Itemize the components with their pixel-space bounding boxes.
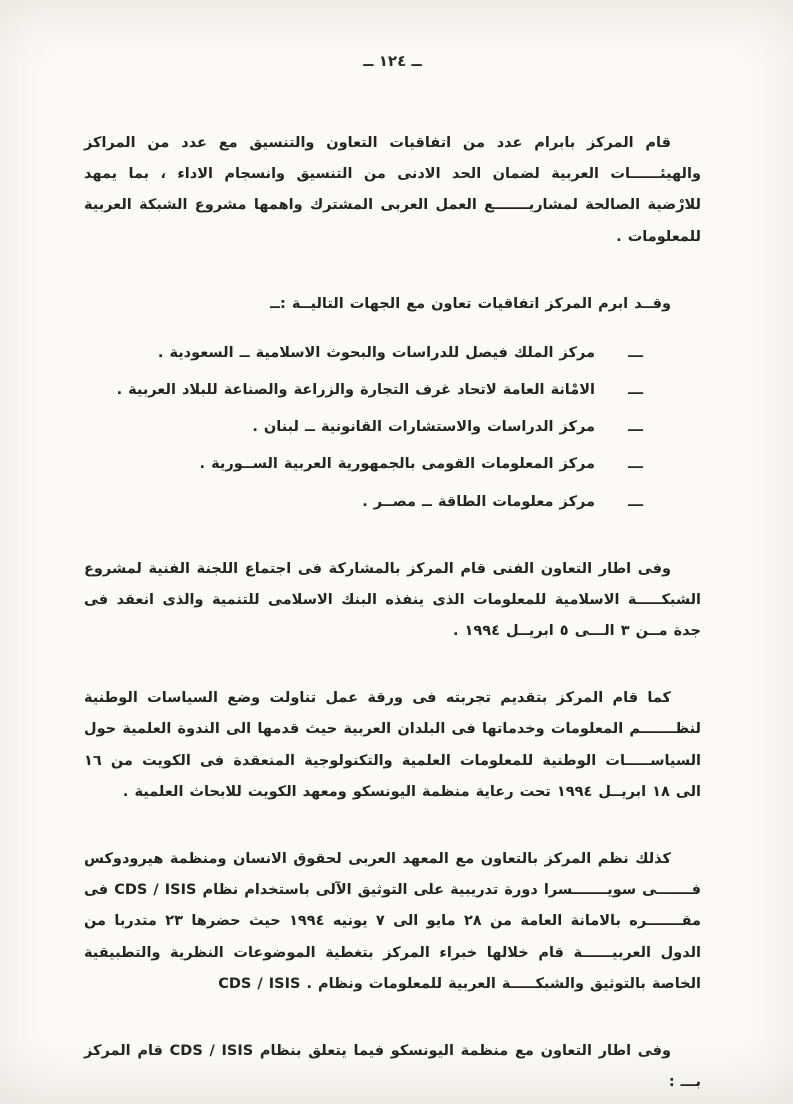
paragraph-agreements-lead: وقــد ابرم المركز اتفاقيات تعاون مع الجهات التاليــة :ــ bbox=[270, 295, 671, 312]
list-item-text: مركز الملك فيصل للدراسات والبحوث الاسلامية ــ السعودية . bbox=[157, 344, 595, 361]
dash-bullet-icon: ـــ bbox=[628, 344, 643, 361]
dash-bullet-icon: ـــ bbox=[628, 493, 643, 510]
list-item bbox=[84, 342, 643, 365]
paragraph-intro: قام المركز بابرام عدد من اتفاقيات التعاون والتنسيق مع عدد من المراكز والهيئــــــات العربية لضمان الحد الادنى من التنسيق وانسجام الاداء ، بما يمهد للارْضية الصالحة لمشاريـــــــع العمل العربى المشترك واهمها مشروع الشبكة العربية للمعلومات . bbox=[84, 135, 701, 245]
list-item bbox=[84, 491, 643, 514]
list-item bbox=[84, 453, 643, 476]
list-item bbox=[84, 379, 643, 402]
list-item-text: مركز الدراسات والاستشارات القانونية ــ لبنان . bbox=[252, 419, 595, 436]
paragraph-islamic-network: وفى اطار التعاون الفنى قام المركز بالمشاركة فى اجتماع اللجنة الفنية لمشروع الشبكـــــة الاسلامية للمعلومات الذى ينفذه البنك الاسلامى للتنمية والذى انعقد فى جدة مــن ٣ الـــى ٥ ابريــل ١٩٩٤ . bbox=[84, 560, 701, 640]
dash-bullet-icon: ـــ bbox=[628, 419, 643, 436]
list-item bbox=[84, 416, 643, 439]
dash-bullet-icon: ـــ bbox=[628, 382, 643, 399]
page-number: ــ ١٢٤ ــ bbox=[363, 52, 422, 70]
agreements-list bbox=[84, 342, 701, 514]
paragraph-kuwait-seminar: كما قام المركز بتقديم تجربته فى ورقة عمل تناولت وضع السياسات الوطنية لنظـــــــم المعلومات وخدماتها فى البلدان العربية حيث قدمها الى الندوة العلمية حول السياســـــات الوطنية للمعلومات العلمية والتكنولوجية المنعقدة فى الكويت من ١٦ الى ١٨ ابريــل ١٩٩٤ تحت رعاية منظمة اليونسكو ومعهد الكويت للابحاث العلمية . bbox=[84, 690, 701, 800]
paragraph-training-course: كذلك نظم المركز بالتعاون مع المعهد العربى لحقوق الانسان ومنظمة هيرودوكس فـــــــى سويـــــــسرا دورة تدريبية على التوثيق الآلى باستخدام نظام CDS / ISIS فى مقـــــــره بالامانة العامة من ٢٨ مايو الى ٧ يونيه ١٩٩٤ حيث حضرها ٢٣ متدربا من الدول العربيــــــة قام خلالها خبراء المركز بتغطية الموضوعات النظرية والتطبيقية الخاصة بالتوثيق والشبكـــــة العربية للمعلومات ونظام . CDS / ISIS bbox=[84, 851, 701, 992]
list-item-text: مركز معلومات الطاقة ــ مصــر . bbox=[362, 493, 595, 510]
list-item-text: مركز المعلومات القومى بالجمهورية العربية الســورية . bbox=[199, 456, 595, 473]
dash-bullet-icon: ـــ bbox=[628, 456, 643, 473]
list-item-text: الامْانة العامة لاتحاد غرف التجارة والزراعة والصناعة للبلاد العربية . bbox=[116, 382, 595, 399]
paragraph-unesco-cooperation: وفى اطار التعاون مع منظمة اليونسكو فيما يتعلق بنظام CDS / ISIS قام المركز بـــ : bbox=[84, 1042, 701, 1091]
